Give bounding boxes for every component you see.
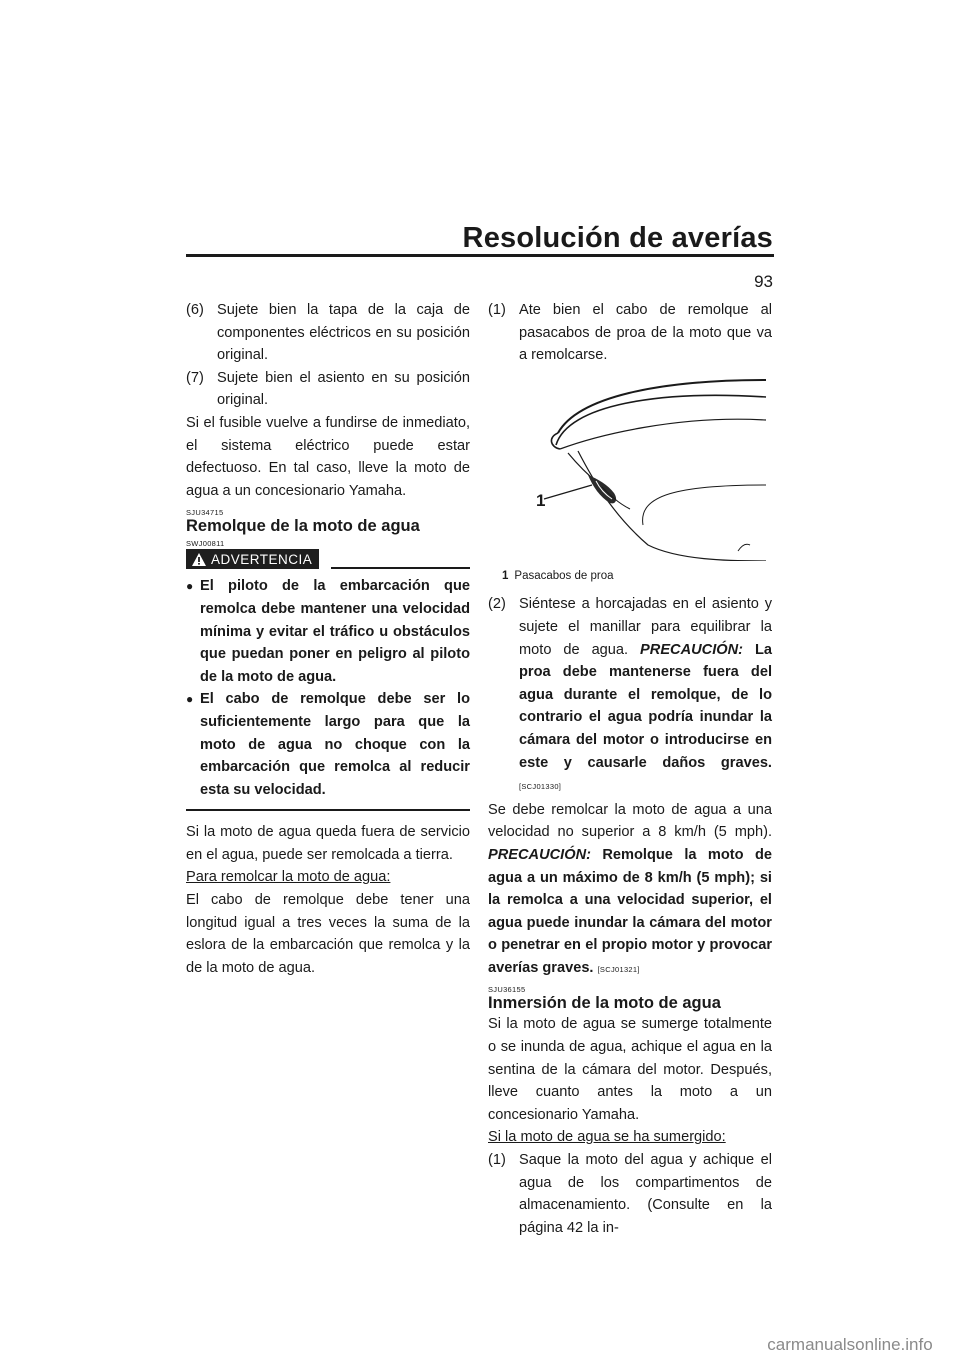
caution-code: [SCJ01321] [597, 964, 640, 974]
bow-eye-figure [488, 375, 772, 563]
left-column [186, 299, 470, 979]
footer-watermark [0, 1328, 960, 1358]
section-title-towing: Remolque de la moto de agua [186, 517, 420, 536]
fuse-paragraph: Si el fusible vuelve a fundirse de inmediato, el sistema eléctrico puede estar defectuoso. En tal caso, lleve la moto de agua a un concesionario Yamaha. [186, 414, 470, 499]
figure-callout-1: 1 [536, 490, 546, 510]
step-7 [186, 367, 470, 412]
step-number: (1) [488, 1152, 506, 1169]
caution-label: PRECAUCIÓN: [488, 846, 591, 863]
step-text: Sujete bien el asiento en su posición original. [217, 369, 470, 409]
right-column [488, 299, 772, 1239]
section-code: SJU36155 [488, 985, 526, 995]
caption-text: Pasacabos de proa [514, 569, 614, 582]
warning-rule [331, 567, 470, 569]
watermark-text: carmanualsonline.info [767, 1335, 933, 1354]
step-number: (7) [186, 369, 204, 386]
step-6 [186, 299, 470, 367]
warning-label: ADVERTENCIA [211, 552, 313, 568]
page-title: Resolución de averías [462, 222, 773, 254]
submersion-paragraph: Si la moto de agua se sumerge totalmente o se inunda de agua, achique el agua en la sentina de la cámara del motor. Después, lleve cuanto antes la moto a un concesionario Yamaha. [488, 1016, 772, 1123]
step-text: Ate bien el cabo de remolque al pasacabos de proa de la moto que va a remolcarse. [519, 302, 772, 364]
tow-subheading: Para remolcar la moto de agua: [186, 869, 391, 886]
section-title-submersion: Inmersión de la moto de agua [488, 994, 721, 1013]
caption-number: 1 [502, 569, 509, 582]
warning-item-text: El cabo de remolque debe ser lo suficientemente largo para que la moto de agua no choque con la embarcación que remolca al reducir esta su velocidad. [200, 691, 470, 798]
warning-badge [186, 549, 319, 569]
caution-text: La proa debe mantenerse fuera del agua durante el remolque, de lo contrario el agua podría inundar la cámara del motor o introducirse en este y causarle daños graves. [519, 641, 772, 771]
speed-paragraph [488, 799, 772, 982]
warning-item [186, 575, 470, 688]
out-of-service-paragraph: Si la moto de agua queda fuera de servicio en el agua, puede ser remolcada a tierra. [186, 824, 470, 863]
caution-label: PRECAUCIÓN: [640, 641, 744, 658]
step-text [519, 593, 772, 798]
warning-code: SWJ00811 [186, 539, 225, 549]
step-1-tie [488, 299, 772, 367]
bullet-icon: ● [186, 692, 194, 707]
warning-item [186, 688, 470, 801]
header-rule [186, 254, 774, 257]
section-code: SJU34715 [186, 508, 224, 518]
warning-triangle-icon [191, 552, 207, 567]
page-number: 93 [754, 272, 773, 291]
figure-caption [488, 565, 772, 588]
step-number: (1) [488, 302, 506, 318]
step-2-seat [488, 593, 772, 798]
step-text: Sujete bien la tapa de la caja de componentes eléctricos en su posición original. [217, 302, 470, 364]
warning-header [186, 549, 470, 569]
step-number: (6) [186, 302, 204, 318]
step2-instruction: Siéntese a horcajadas en el asiento y sujete el manillar para equilibrar la moto de agua. [519, 596, 772, 658]
warning-item-text: El piloto de la embarcación que remolca debe mantener una velocidad mínima y evitar el tráfico u obstáculos que puedan poner en peligro al piloto de la moto de agua. [200, 578, 470, 685]
bow-illustration [538, 375, 768, 561]
caution-code: [SCJ01330] [519, 782, 562, 792]
caution-text: Remolque la moto de agua a un máximo de 8 km/h (5 mph); si la remolca a una velocidad superior, el agua puede inundar la cámara del motor o penetrar en el propio motor y provocar averías graves. [488, 846, 772, 976]
step-1-drain [488, 1149, 772, 1239]
step-number: (2) [488, 596, 506, 613]
speed-text: Se debe remolcar la moto de agua a una velocidad no superior a 8 km/h (5 mph). [488, 801, 772, 841]
bullet-icon: ● [186, 579, 194, 594]
warning-end-rule [186, 809, 470, 811]
step-text: Saque la moto del agua y achique el agua de los compartimentos de almacenamiento. (Consulte en la página 42 la in- [519, 1152, 772, 1236]
submersion-subheading: Si la moto de agua se ha sumergido: [488, 1129, 726, 1146]
warning-content [186, 575, 470, 801]
rope-length-paragraph: El cabo de remolque debe tener una longitud igual a tres veces la suma de la eslora de la embarcación que remolca y la de la moto de agua. [186, 892, 470, 976]
